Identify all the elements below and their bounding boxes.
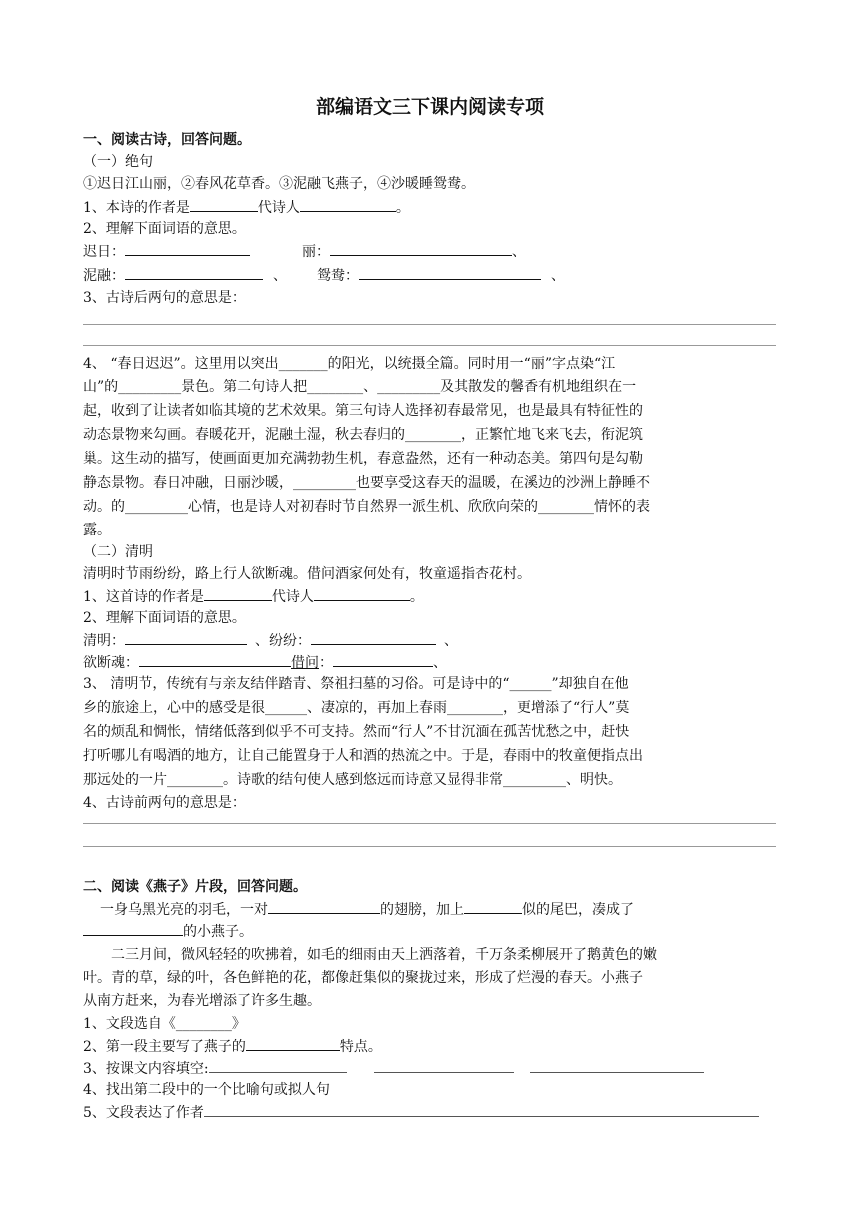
word-jiewen: 借问 [291, 655, 319, 671]
yanzi-para2-line: 叶。青的草，绿的叶，各色鲜艳的花，都像赶集似的聚拢过来，形成了烂漫的春天。小燕子 [83, 970, 643, 986]
answer-blank[interactable] [311, 630, 436, 645]
poem2-q1 [83, 586, 424, 608]
answer-blank[interactable] [190, 197, 258, 212]
poem1-q2: 2、理解下面词语的意思。 [83, 221, 246, 237]
para1-text-d: 的小燕子。 [183, 924, 253, 940]
poem2-text: 清明时节雨纷纷，路上行人欲断魂。借问酒家何处有，牧童遥指杏花村。 [83, 566, 531, 582]
poem1-q4-line: 露。 [83, 522, 111, 538]
poem1-q1-text-a: 1、本诗的作者是 [83, 200, 190, 216]
yanzi-para2-line: 二三月间，微风轻轻的吹拂着，如毛的细雨由天上洒落着，千万条柔柳展开了鹅黄色的嫩 [111, 947, 657, 963]
answer-blank[interactable] [374, 1058, 514, 1073]
poem2-words-row1 [83, 630, 458, 652]
answer-blank[interactable] [314, 586, 410, 601]
sec2-q3 [83, 1058, 704, 1080]
poem2-q3-line: 乡的旅途上，心中的感受是很______、凄凉的，再加上春雨________，更增添了“行人”莫 [83, 700, 630, 716]
answer-blank[interactable] [333, 652, 433, 667]
answer-blank[interactable] [139, 652, 291, 667]
colon: ： [319, 655, 333, 671]
poem1-q4-line: 起，收到了让读者如临其境的艺术效果。第三句诗人选择初春最常见，也是最具有特征性的 [83, 403, 643, 419]
sec2-q4: 4、找出第二段中的一个比喻句或拟人句 [83, 1082, 330, 1098]
answer-blank[interactable] [125, 265, 263, 280]
yanzi-para1-line2 [83, 921, 253, 943]
poem1-q1-text-c: 。 [395, 200, 410, 216]
answer-blank[interactable] [300, 197, 396, 212]
poem1-q4-line: 巢。这生动的描写，使画面更加充满勃勃生机，春意盎然，还有一种动态美。第四句是勾勒 [83, 451, 643, 467]
word-yuduanhun: 欲断魂： [83, 655, 139, 671]
word-fenfen: 、纷纷： [255, 633, 311, 649]
separator: 、 [551, 268, 565, 284]
yanzi-para2-line: 从南方赶来，为春光增添了许多生趣。 [83, 993, 321, 1009]
answer-line[interactable] [83, 324, 776, 325]
para1-text-c: 似的尾巴，凑成了 [522, 902, 634, 918]
word-li: 丽： [302, 244, 330, 260]
poem2-q3-line: 那远处的一片________。诗歌的结句使人感到悠远而诗意又显得非常_________、明快。 [83, 772, 622, 788]
answer-blank[interactable] [530, 1058, 704, 1073]
sec2-q2 [83, 1036, 382, 1058]
poem2-q1-text-b: 代诗人 [271, 589, 314, 605]
answer-blank[interactable] [204, 1102, 759, 1117]
answer-blank[interactable] [125, 241, 250, 256]
word-chiri: 迟日： [83, 244, 125, 260]
poem1-q3: 3、古诗后两句的意思是： [83, 290, 246, 306]
word-qingming: 清明： [83, 633, 125, 649]
poem1-q4-line: 动。的_________心情，也是诗人对初春时节自然界一派生机、欣欣向荣的________情怀的表 [83, 499, 650, 515]
sec2-q5-text: 5、文段表达了作者 [83, 1105, 204, 1121]
poem2-q4: 4、古诗前两句的意思是： [83, 795, 246, 811]
poem1-q1-text-b: 代诗人 [257, 200, 300, 216]
answer-line[interactable] [83, 823, 776, 824]
answer-blank[interactable] [330, 241, 512, 256]
answer-blank[interactable] [359, 265, 541, 280]
poem1-label: （一）绝句 [83, 154, 153, 170]
answer-blank[interactable] [209, 1058, 347, 1073]
page-title: 部编语文三下课内阅读专项 [315, 96, 544, 118]
answer-line[interactable] [83, 345, 776, 346]
section-1-heading: 一、阅读古诗，回答问题。 [83, 132, 251, 148]
sec2-q1: 1、文段选自《________》 [83, 1016, 246, 1032]
answer-blank[interactable] [125, 630, 247, 645]
yanzi-para1-line1 [100, 899, 634, 921]
poem1-words-row2 [83, 265, 565, 287]
poem1-text: ①迟日江山丽，②春风花草香。③泥融飞燕子，④沙暖睡鸳鸯。 [83, 176, 475, 192]
answer-blank[interactable] [83, 921, 183, 936]
answer-blank[interactable] [204, 586, 272, 601]
answer-line[interactable] [83, 846, 776, 847]
poem1-words-row1 [83, 241, 526, 263]
para1-text-a: 一身乌黑光亮的羽毛，一对 [100, 902, 268, 918]
separator: 、 [444, 633, 458, 649]
poem2-q3-line: 名的烦乱和惆怅，情绪低落到似乎不可支持。然而“行人”不甘沉湎在孤苦忧愁之中，赶快 [83, 724, 630, 740]
sec2-q2-text-b: 特点。 [339, 1039, 382, 1055]
sec2-q5 [83, 1102, 759, 1124]
poem2-words-row2 [83, 652, 447, 674]
section-2-heading: 二、阅读《燕子》片段，回答问题。 [83, 879, 307, 895]
poem2-q1-text-c: 。 [409, 589, 424, 605]
poem1-q4-line: 山”的_________景色。第二句诗人把________、_________及其散发的馨香有机地组织在一 [83, 379, 637, 395]
poem1-q4-line: 4、 “春日迟迟”。这里用以突出_______的阳光，以统摄全篇。同时用一“丽”字点染“江 [83, 356, 616, 372]
answer-blank[interactable] [268, 899, 380, 914]
sec2-q3-text: 3、按课文内容填空: [83, 1061, 209, 1077]
separator: 、 [433, 655, 447, 671]
word-nirong: 泥融： [83, 268, 125, 284]
poem2-q3-line: 打听哪儿有喝酒的地方，让自己能置身于人和酒的热流之中。于是，春雨中的牧童便指点出 [83, 748, 643, 764]
poem2-q1-text-a: 1、这首诗的作者是 [83, 589, 204, 605]
answer-blank[interactable] [464, 899, 522, 914]
poem2-q2: 2、理解下面词语的意思。 [83, 610, 246, 626]
sec2-q2-text-a: 2、第一段主要写了燕子的 [83, 1039, 246, 1055]
poem1-q1 [83, 197, 410, 219]
poem1-q4-line: 动态景物来勾画。春暖花开，泥融土湿，秋去春归的________，正繁忙地飞来飞去，衔泥筑 [83, 427, 643, 443]
poem2-q3-line: 3、 清明节，传统有与亲友结伴踏青、祭祖扫墓的习俗。可是诗中的“______”却独自在他 [83, 676, 629, 692]
word-yuanyang: 鸳鸯： [317, 268, 359, 284]
poem2-label: （二）清明 [83, 544, 153, 560]
answer-blank[interactable] [246, 1036, 340, 1051]
para1-text-b: 的翅膀，加上 [380, 902, 464, 918]
poem1-q4-line: 静态景物。春日冲融，日丽沙暖，_________也要享受这春天的温暖，在溪边的沙洲上静睡不 [83, 475, 650, 491]
separator: 、 [273, 268, 287, 284]
separator: 、 [512, 244, 526, 260]
